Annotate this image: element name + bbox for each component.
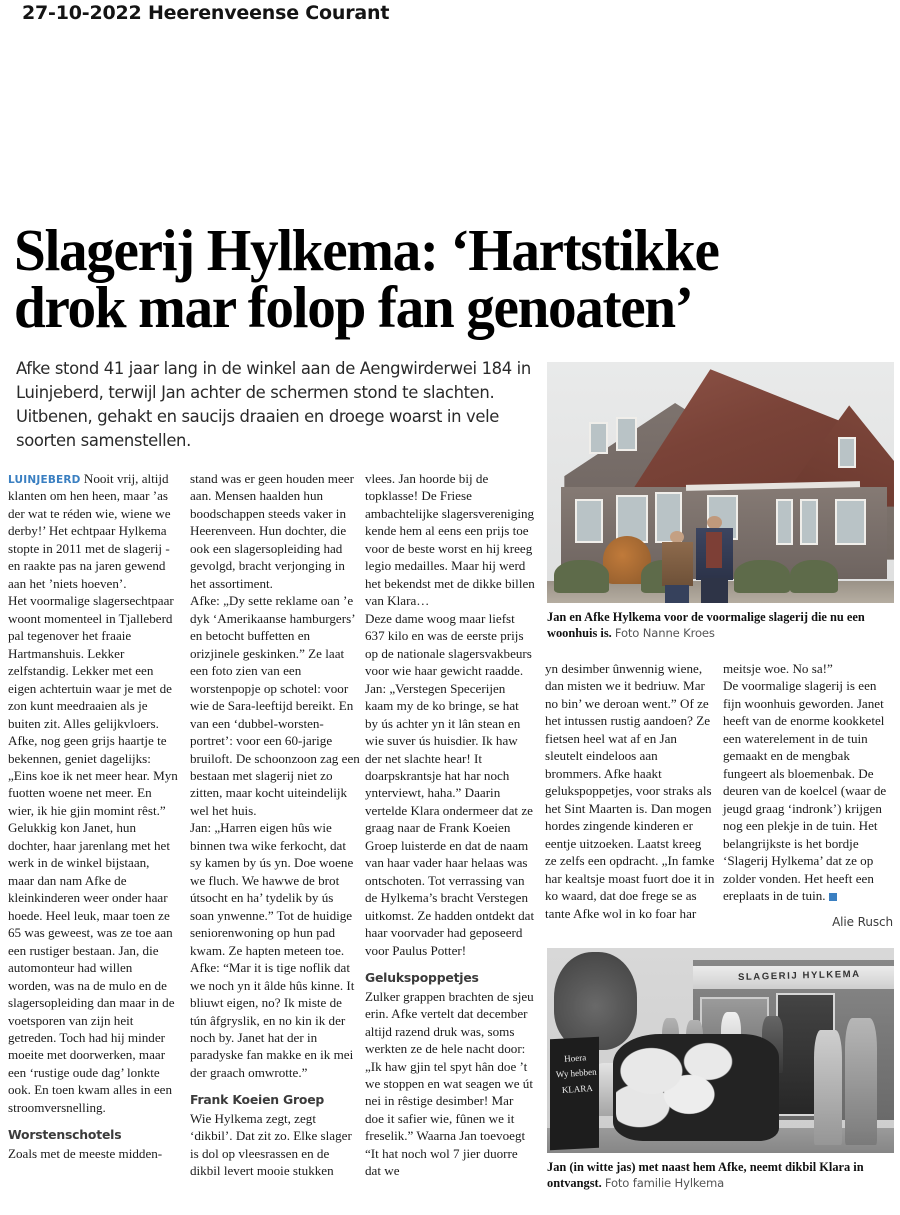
headline-line-2: drok mar folop fan genoaten’	[14, 273, 693, 340]
body-column-1	[8, 470, 178, 1162]
author-byline: Alie Rusch	[832, 914, 893, 929]
masthead-date-title: 27-10-2022 Heerenveense Courant	[22, 2, 390, 24]
headline-line-1: Slagerij Hylkema: ‘Hartstikke	[14, 216, 719, 283]
photo-cow-markings	[616, 1038, 734, 1132]
photo-person-shirt	[706, 532, 722, 568]
subheading-gelukspoppetjes: Gelukspoppetjes	[365, 970, 479, 986]
photo-chalkboard-text	[551, 1049, 603, 1098]
photo-window	[616, 495, 647, 543]
body-column-3	[365, 470, 535, 1180]
article-lead-paragraph: Afke stond 41 jaar lang in de winkel aan de Aengwirderwei 184 in Luinjeberd, terwijl Jan achter de schermen stond te slachten. Uitbenen, gehakt en saucijs draaien en droege woarst in vele soorten samenstellen.	[16, 359, 531, 450]
paragraph: Jan: „Harren eigen hûs wie binnen twa wike ferkocht, dat sy kamen by ús yn. Doe woene we fluch. We hawwe de brot útsocht en ha’ tydelik by ús soan ynwenne.” Tot de huidige seniorenwoning op hun pad kwam. Ze hapten meteen toe. Afke: “Mar it is tige noflik dat we noch yn it âlde hûs kinne. It bliuwt eigen, no? Ik miste de tún âfgryslik, en no kin ik der noch by. Janet hat der in paradyske fan makke en ik mei der graach omwrotte.”	[190, 820, 355, 1080]
chalkboard-line-3: KLARA	[561, 1081, 594, 1095]
photo-house-with-couple	[547, 362, 894, 603]
photo-butcher-assistant	[845, 1018, 876, 1145]
photo-credit: Foto familie Hylkema	[604, 1176, 725, 1191]
photo-2-caption	[547, 1159, 897, 1191]
photo-person-jan	[696, 516, 732, 603]
paragraph: Afke: „Dy sette reklame oan ’e dyk ‘Amerikaanse hamburgers’ en betocht buffetten en orizjinele geskinken.” Ze laat een foto zien van een worstenpopje op schotel: voor wie de Sara-leeftijd bereikt. En van een ‘dubbel-worsten-portret’: voor een 60-jarige bruiloft. De schoonzoon zag een bestaan met slagerij niet zo zitten, maar kocht uiteindelijk wel het huis.	[190, 593, 360, 818]
spacer	[365, 959, 535, 970]
paragraph: Deze dame woog maar liefst 637 kilo en was de eerste prijs op de nationale slagersvakbeurs voor wie haar gewicht raadde.	[365, 610, 532, 679]
article-headline	[14, 216, 868, 340]
photo-hedge	[790, 560, 839, 594]
photo-window	[776, 499, 793, 545]
subheading-frank-koeien-groep: Frank Koeien Groep	[190, 1092, 325, 1108]
caption-text: Jan (in witte jas) met naast hem Afke, neemt dikbil Klara in ontvangst.	[547, 1160, 864, 1191]
paragraph: Wie Hylkema zegt, zegt ‘dikbil’. Dat zit zo. Elke slager is dol op vleesrassen en de dikbil levert mooie stukken	[190, 1110, 352, 1179]
photo-person-legs	[665, 585, 689, 603]
paragraph-text: Nooit vrij, altijd klanten om hen heen, maar ’as der wat te réden wie, wiene we derby!’ Het echtpaar Hylkema stopte in 2011 met de slagerij - en raakte pas na jaren gewend aan het ’niets hoeven’.	[8, 471, 171, 591]
photo-window	[589, 422, 608, 453]
photo-bw-wrapper	[547, 948, 894, 1153]
paragraph: Zoals met de meeste midden-	[8, 1145, 163, 1161]
spacer	[8, 1116, 178, 1127]
chalkboard-line-2: Wy hebben	[555, 1066, 598, 1080]
chalkboard-line-1: Hoera	[564, 1051, 587, 1064]
paragraph: Jan: „Verstegen Specerijen kaam my de ko bringe, se hat by ús achter yn it lân stean en wie suver ús huisdier. Ik haw der net slachte hear! It doarpskrantsje hat har noch ynterviewt, haha.” Daarin vertelde Klara ondermeer dat ze graag naar de Frank Koeien Groep luisterde en dat de naam van haar vader haar helaas was ontschoten. Tot verrassing van de Hylkema’s bracht Verstegen uitkomst. Ze hadden ontdekt dat haar voorvader had geposeerd voor Paulus Potter!	[365, 680, 535, 958]
paragraph	[8, 470, 178, 592]
photo-person-legs	[701, 578, 727, 603]
subheading-worstenschotels: Worstenschotels	[8, 1127, 122, 1143]
caption-text: Jan en Afke Hylkema voor de voormalige slagerij die nu een woonhuis is.	[547, 610, 865, 641]
photo-credit: Foto Nanne Kroes	[614, 626, 715, 641]
photo-window	[575, 499, 603, 542]
end-of-article-marker	[829, 893, 837, 901]
body-column-5	[723, 660, 893, 930]
paragraph: Het voormalige slagersechtpaar woont momenteel in Tjalleberd pal tegenover het fraaie Hartmanshuis. Lekker zelfstandig. Lekker met een eigen achtertuin waar je met de zon kunt meedraaien als je buiten zit. Alles gelijkvloers. Afke, nog geen grijs haartje te bekennen, geniet dagelijks: „Eins koe ik net meer hear. Myn fuotten woene net meer. En wier, ik hie gjin momint rêst.”	[8, 593, 178, 818]
paragraph: vlees. Jan hoorde bij de topklasse! De Friese ambachtelijke slagersvereniging kende hem al eens een prijs toe voor de beste worst en hij kreeg legio medailles. Maar hij werd het bekendst met de dikke billen van Klara…	[365, 471, 535, 609]
photo-shop-sign-text: SLAGERIJ HYLKEMA	[737, 968, 861, 983]
dateline: LUINJEBERD	[8, 474, 81, 486]
paragraph: Zulker grappen brachten de sjeu erin. Afke vertelt dat december altijd razend druk was, soms werkten ze de hele nacht door: „Ik haw gjin tel spyt hân doe ’t we stoppen en wat seagen we út nei in rêstige desimber! Mar doe it safier wie, fûnen we it freselik.” Waarna Jan toevoegt “It hat noch wol 7 jier duorre dat we	[365, 988, 534, 1179]
photo-tree	[554, 952, 637, 1050]
spacer	[190, 1081, 360, 1092]
paragraph	[723, 677, 893, 904]
paragraph: stand was er geen houden meer aan. Mensen haalden hun boodschappen steeds vaker in Heerenveen. Hun dochter, die ook een slagersopleiding had gevolgd, bracht verjonging in het assortiment.	[190, 471, 354, 591]
photo-window	[838, 437, 855, 468]
photo-hedge	[554, 560, 610, 594]
photo-1-caption	[547, 609, 897, 641]
photo-person-coat	[662, 542, 693, 587]
paragraph: Gelukkig kon Janet, hun dochter, haar jarenlang met het werk in de winkel bijstaan, maar dan nam Afke de kleinkinderen weer onder haar hoede. Heel leuk, maar toen ze 65 was geweest, was ze toe aan een rustiger bestaan. Jan, die automonteur had willen worden, was na de mulo en de slagersopleiding dan maar in de voetsporen van zijn heit getreden. Toch had hij minder moeite met doorwerken, maar een ‘rustige oude dag’ lonkte ook. En toen kwam alles in een stroomversnelling.	[8, 820, 175, 1115]
photo-window	[835, 499, 866, 545]
body-column-4	[545, 660, 715, 922]
photo-historic-butcher-shop	[547, 948, 894, 1153]
paragraph: meitsje woe. No sa!”	[723, 661, 833, 676]
paragraph: yn desimber ûnwennig wiene, dan misten we it bedriuw. Mar no bin’ we deroan went.” Of ze het intussen rustig aandoen? Ze fietsen heel wat af en Jan sleutelt eindeloos aan brommers. Afke haakt gelukspoppetjes, voor straks als het Sint Maarten is. Dan mogen hordes zingende kinderen er eentje uitzoeken. Laatst kreeg ze zelfs een opdracht. „In famke har kealtsje moast fuort doe it in ko waard, dat doe frege se as tante Afke wol in ko foar har	[545, 661, 715, 921]
paragraph-text: De voormalige slagerij is een fijn woonhuis geworden. Janet heeft van de enorme kookketel een waterelement in de tuin gemaakt en de mengbak fungeert als bloemenbak. De deuren van de koelcel (waar de jeugd graag ‘indronk’) krijgen nog een plekje in de tuin. Het belangrijkste is het bordje ‘Slagerij Hylkema’ dat ze op zolder vonden. Het heeft een ereplaats in de tuin.	[723, 678, 887, 904]
photo-window	[616, 417, 637, 451]
body-column-2	[190, 470, 360, 1180]
photo-window	[800, 499, 817, 545]
photo-butcher-white-coat	[814, 1030, 842, 1145]
photo-person-afke	[662, 531, 693, 603]
photo-hedge	[734, 560, 790, 594]
